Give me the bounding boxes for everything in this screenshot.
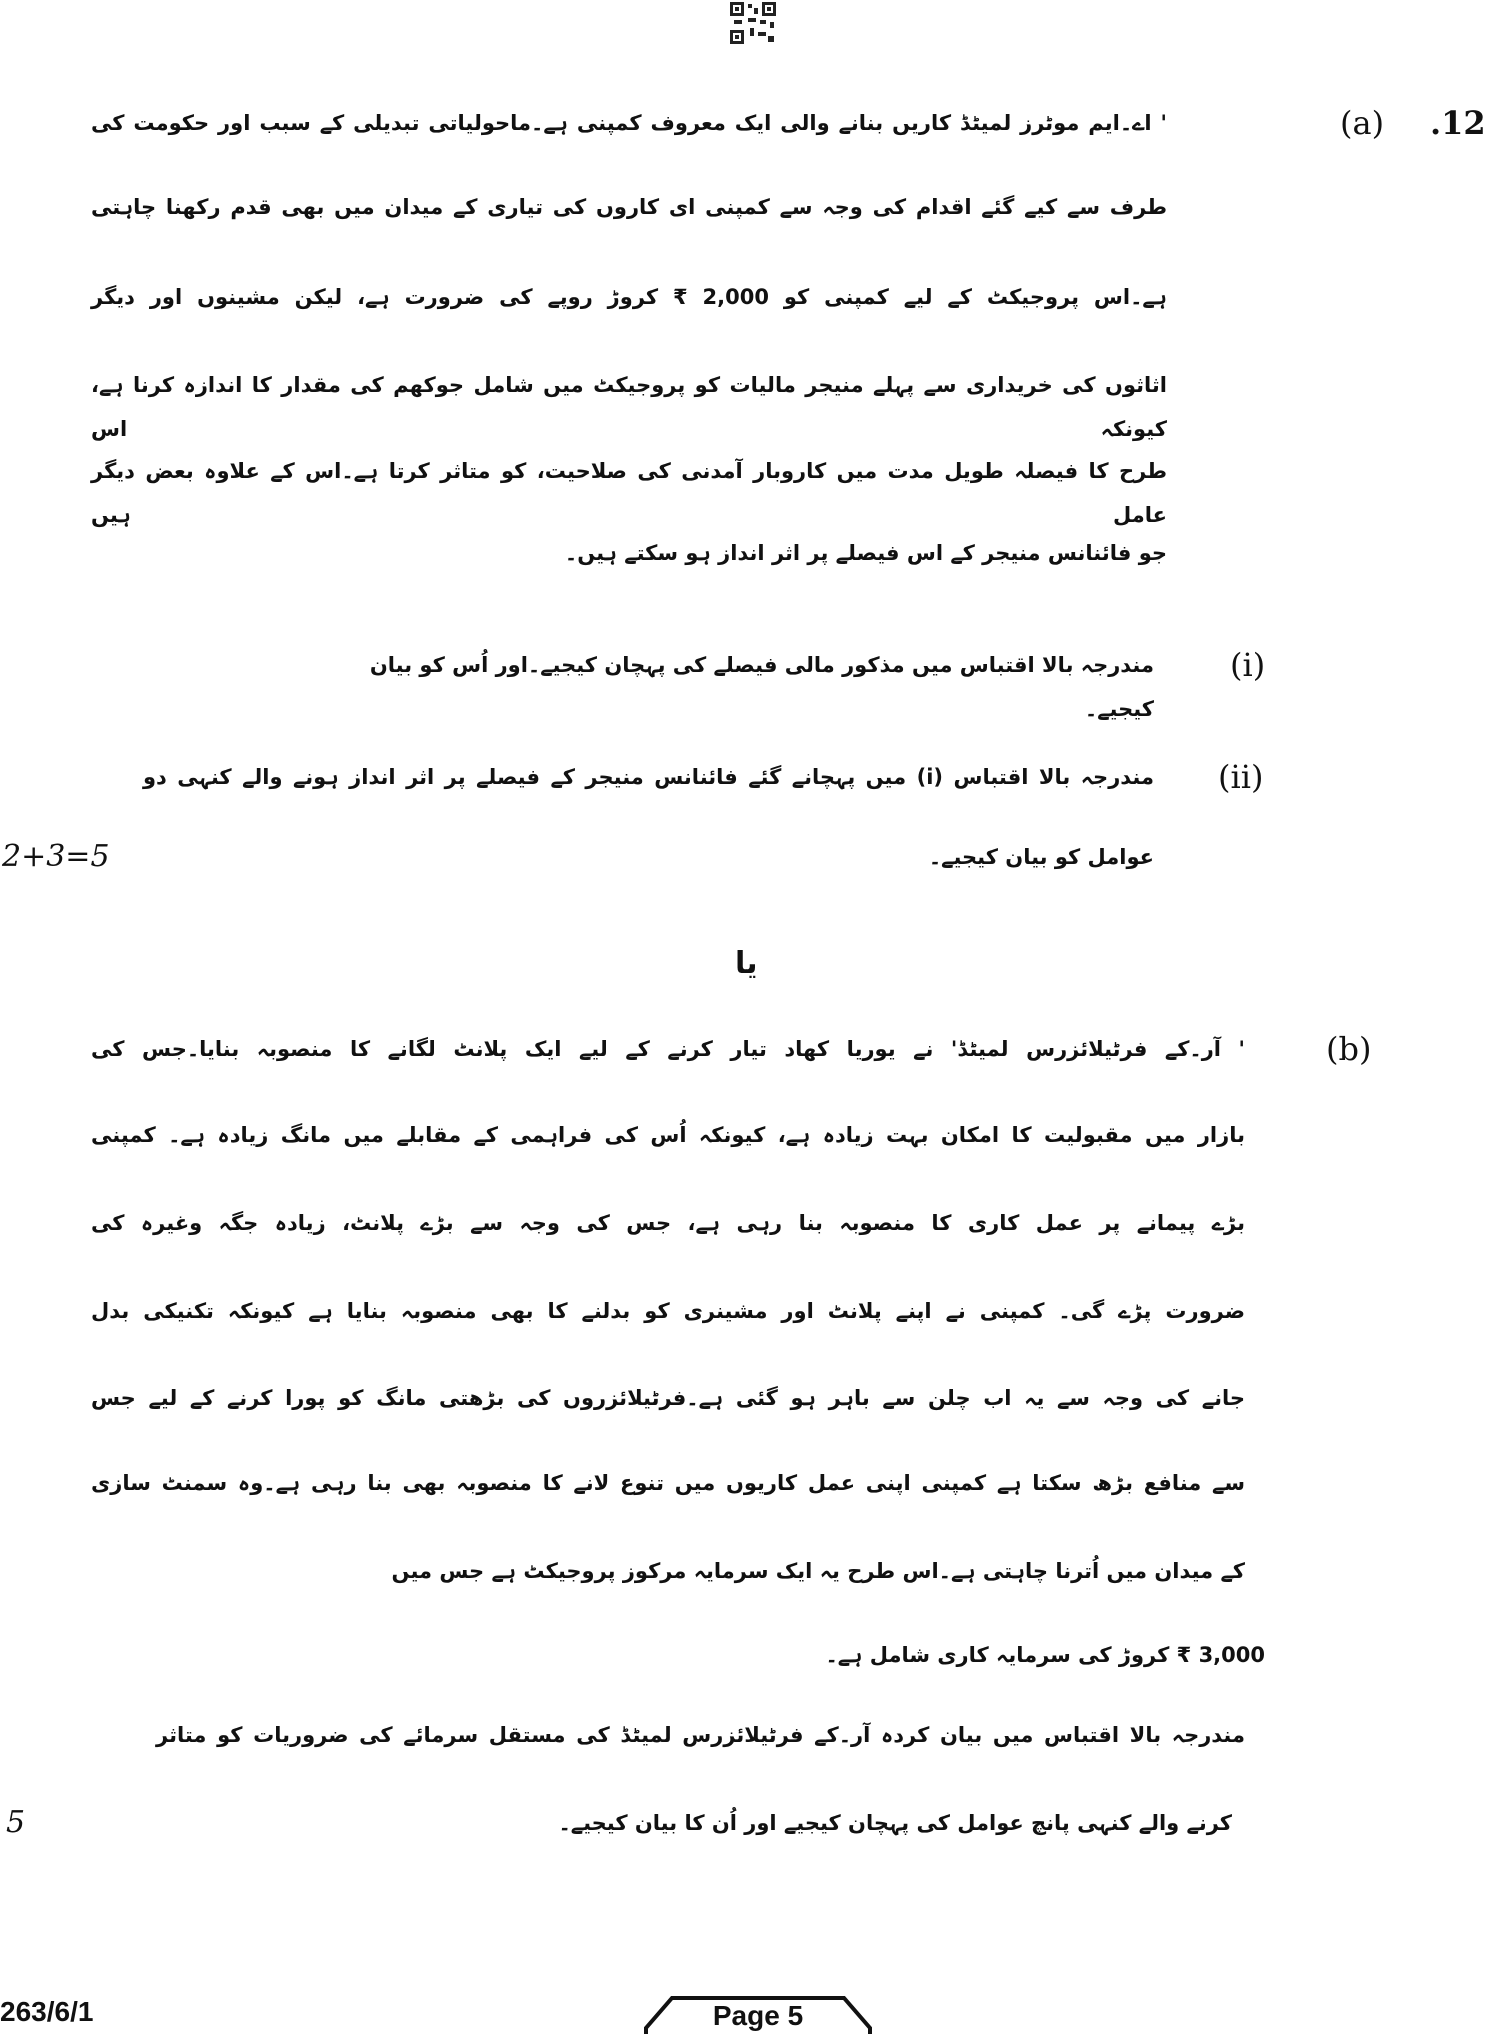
part-a-marks: 2+3=5 [2,839,110,874]
part-a-line: جو فائنانس منیجر کے اس فیصلے پر اثر انداز ہو سکتے ہیں۔ [564,541,1167,565]
part-b-marks: 5 [6,1805,26,1840]
part-a-line: ہے۔اس پروجیکٹ کے لیے کمپنی کو 2,000 ₹ کروڑ روپے کی ضرورت ہے، لیکن مشینوں اور دیگر [91,285,1167,309]
part-b-line: کے میدان میں اُترنا چاہتی ہے۔اس طرح یہ ایک سرمایہ مرکوز پروجیکٹ ہے جس میں [391,1559,1245,1583]
page-number: Page 5 [712,2000,804,2031]
sub-ii-line: مندرجہ بالا اقتباس (i) میں پہچانے گئے فائنانس منیجر کے فیصلے پر اثر انداز ہونے والے کنہی دو [143,765,1154,789]
part-a-line: اثاثوں کی خریداری سے پہلے منیجر مالیات کو پروجیکٹ میں شامل جوکھم کی مقدار کا اندازہ کرنا ہے، کیونکہ اس [91,373,1167,441]
part-a-line: طرح کا فیصلہ طویل مدت میں کاروبار آمدنی کی صلاحیت، کو متاثر کرتا ہے۔اس کے علاوہ بعض دیگر عامل ہیں [91,459,1167,527]
part-b-line: بازار میں مقبولیت کا امکان بہت زیادہ ہے، کیونکہ اُس کی فراہمی کے مقابلے میں مانگ زیادہ ہے۔ کمپنی [91,1123,1245,1147]
part-b-question-line: مندرجہ بالا اقتباس میں بیان کردہ آر۔کے فرٹیلائزرس لمیٹڈ کی مستقل سرمائے کی ضروریات کو متاثر [156,1723,1245,1747]
part-a-label: (a) [1340,104,1385,142]
paper-code: 263/6/1 [0,1996,94,2027]
part-b-line: جانے کی وجہ سے یہ اب چلن سے باہر ہو گئی ہے۔فرٹیلائزروں کی بڑھتی مانگ کو پورا کرنے کے لیے جس [91,1386,1245,1410]
question-number: .12 [1430,104,1486,142]
sub-ii-line: عوامل کو بیان کیجیے۔ [928,845,1154,869]
part-b-line: ' آر۔کے فرٹیلائزرس لمیٹڈ' نے یوریا کھاد تیار کرنے کے لیے ایک پلانٹ لگانے کا منصوبہ بنایا۔جس کی [91,1037,1245,1061]
part-b-line: سے منافع بڑھ سکتا ہے کمپنی اپنی عمل کاریوں میں تنوع لانے کا منصوبہ بھی بنا رہی ہے۔وہ سمنٹ سازی [91,1471,1245,1495]
part-a-line: ' اے۔ایم موٹرز لمیٹڈ کاریں بنانے والی ایک معروف کمپنی ہے۔ماحولیاتی تبدیلی کے سبب اور حکومت کی [91,111,1167,135]
qr-code [730,2,776,44]
part-b-label: (b) [1326,1030,1372,1068]
page-number-badge [638,1994,878,2034]
sub-ii-label: (ii) [1218,758,1264,796]
part-b-question-line: کرنے والے کنہی پانچ عوامل کی پہچان کیجیے اور اُن کا بیان کیجیے۔ [558,1811,1232,1835]
sub-i-text: مندرجہ بالا اقتباس میں مذکور مالی فیصلے کی پہچان کیجیے۔اور اُس کو بیان کیجیے۔ [369,653,1154,721]
sub-i-label: (i) [1230,646,1266,684]
part-b-line: 3,000 ₹ کروڑ کی سرمایہ کاری شامل ہے۔ [825,1643,1265,1667]
part-b-line: بڑے پیمانے پر عمل کاری کا منصوبہ بنا رہی ہے، جس کی وجہ سے بڑے پلانٹ، زیادہ جگہ وغیرہ کی [91,1211,1245,1235]
part-b-line: ضرورت پڑے گی۔ کمپنی نے اپنے پلانٹ اور مشینری کو بدلنے کا بھی منصوبہ بنایا ہے کیونکہ تکنیکی بدل [91,1299,1245,1323]
part-a-line: طرف سے کیے گئے اقدام کی وجہ سے کمپنی ای کاروں کی تیاری کے میدان میں بھی قدم رکھنا چاہتی [91,195,1167,219]
or-label: یا [735,946,758,981]
